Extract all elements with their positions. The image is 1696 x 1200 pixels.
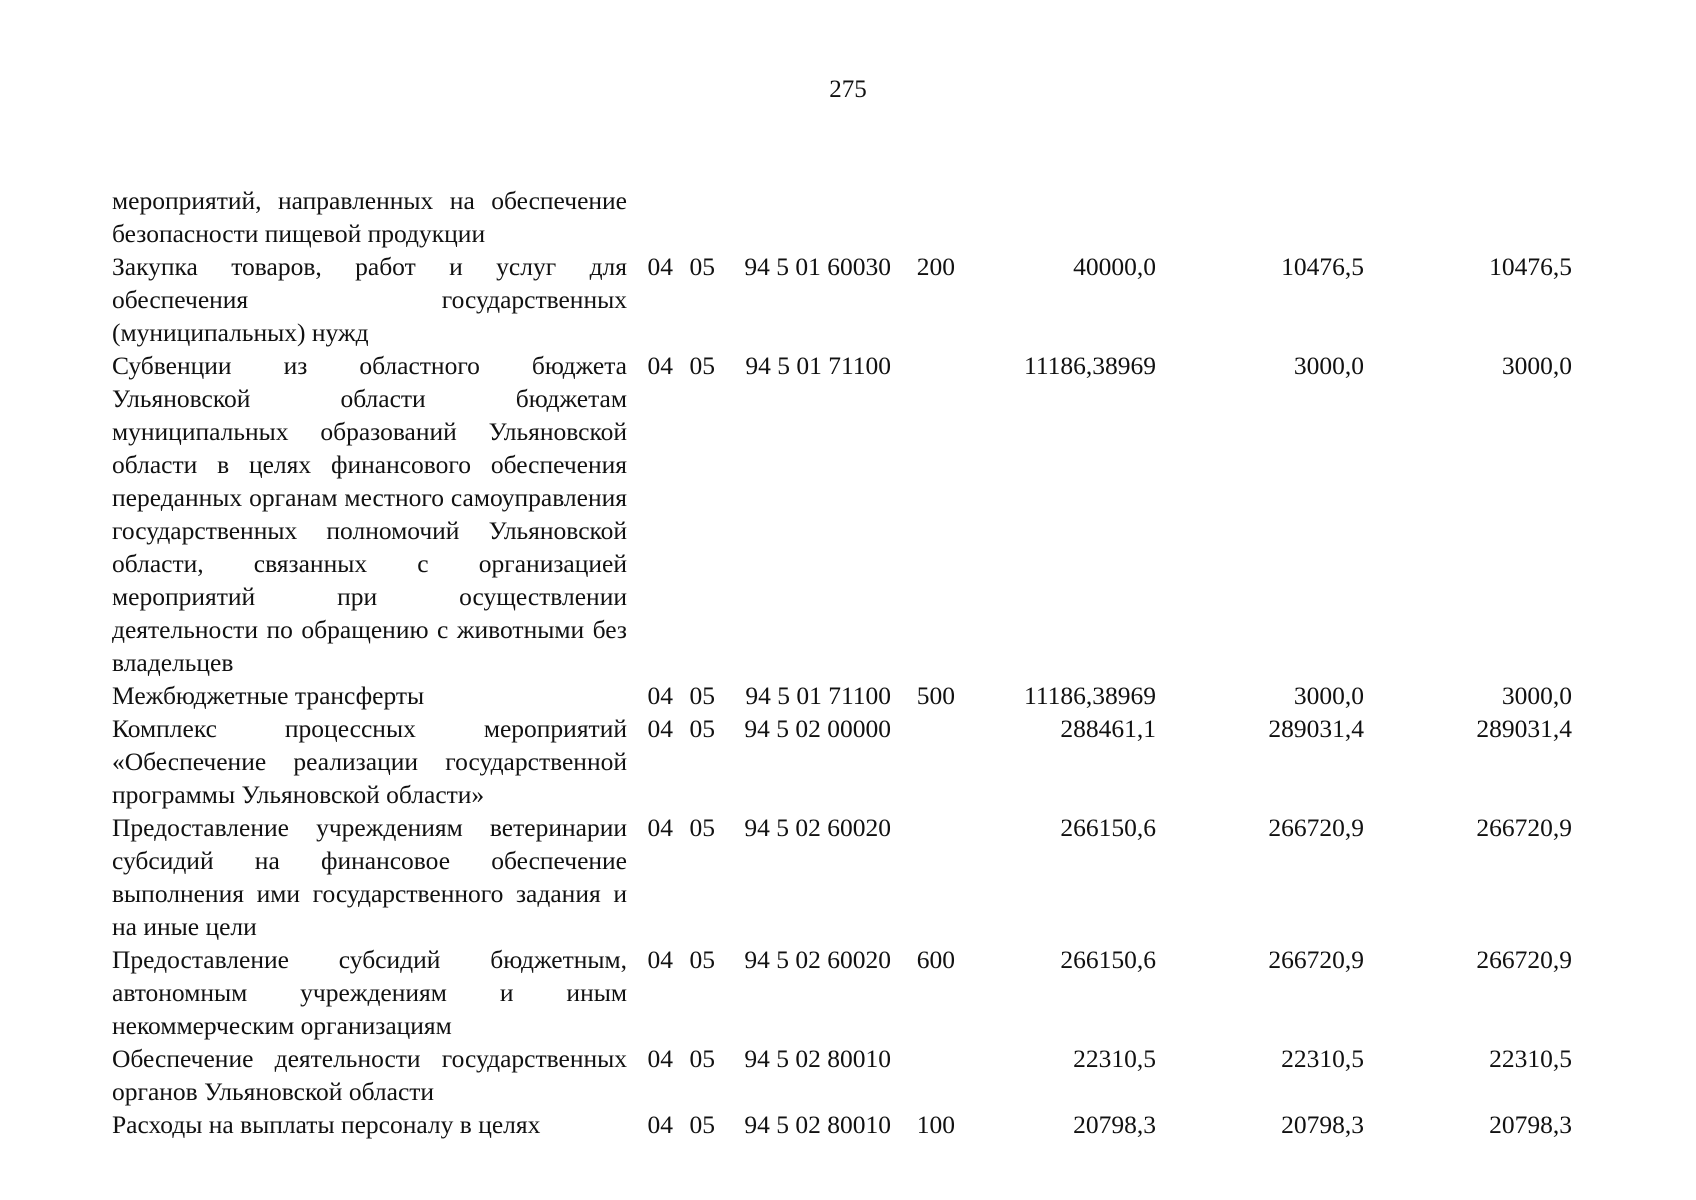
row-target-article: 94 5 02 60020 — [744, 813, 891, 842]
row-amount-1: 288461,1 — [1060, 714, 1156, 743]
row-subsection-code: 05 — [689, 945, 715, 974]
row-amount-1: 22310,5 — [1073, 1044, 1156, 1073]
table-row — [112, 1108, 1572, 1141]
row-description: Предоставление субсидий бюджетным, автономным учреждениям и иным некоммерческим организациям — [112, 945, 627, 1040]
row-expense-type: 200 — [916, 252, 955, 281]
row-amount-3: 3000,0 — [1501, 351, 1572, 380]
row-amount-3: 266720,9 — [1476, 813, 1572, 842]
row-section-code: 04 — [647, 681, 673, 710]
row-amount-1: 20798,3 — [1073, 1110, 1156, 1139]
row-amount-3: 10476,5 — [1489, 252, 1572, 281]
row-description: Расходы на выплаты персоналу в целях — [112, 1110, 541, 1139]
row-section-code: 04 — [647, 252, 673, 281]
row-amount-3: 266720,9 — [1476, 945, 1572, 974]
table-row — [112, 712, 1572, 811]
table-row — [112, 811, 1572, 943]
row-description: Обеспечение деятельности государственных органов Ульяновской области — [112, 1044, 627, 1106]
row-amount-1: 266150,6 — [1060, 813, 1156, 842]
row-amount-1: 11186,38969 — [1024, 681, 1156, 710]
row-target-article: 94 5 02 00000 — [744, 714, 891, 743]
row-target-article: 94 5 01 60030 — [744, 252, 891, 281]
row-amount-2: 266720,9 — [1268, 945, 1364, 974]
row-subsection-code: 05 — [689, 1110, 715, 1139]
row-section-code: 04 — [647, 351, 673, 380]
row-section-code: 04 — [647, 945, 673, 974]
row-subsection-code: 05 — [689, 813, 715, 842]
row-amount-3: 3000,0 — [1501, 681, 1572, 710]
row-description: Субвенции из областного бюджета Ульяновской области бюджетам муниципальных образований Ульяновской области в целях финансового обеспечения переданных органам местного самоуправления государственных полномочий Ульяновской области, связанных с организацией мероприятий при осуществлении деятельности по обращению с животными без владельцев — [112, 351, 627, 677]
table-row — [112, 250, 1572, 349]
row-amount-2: 20798,3 — [1281, 1110, 1364, 1139]
page-number: 275 — [829, 76, 867, 103]
row-subsection-code: 05 — [689, 351, 715, 380]
row-subsection-code: 05 — [689, 1044, 715, 1073]
row-amount-1: 266150,6 — [1060, 945, 1156, 974]
row-subsection-code: 05 — [689, 681, 715, 710]
row-amount-2: 3000,0 — [1293, 681, 1364, 710]
row-subsection-code: 05 — [689, 714, 715, 743]
table-row — [112, 1042, 1572, 1108]
row-description: Комплекс процессных мероприятий «Обеспечение реализации государственной программы Ульяновской области» — [112, 714, 627, 809]
row-target-article: 94 5 02 80010 — [744, 1044, 891, 1073]
row-amount-1: 11186,38969 — [1024, 351, 1156, 380]
table-row — [112, 184, 1572, 250]
row-expense-type: 500 — [916, 681, 955, 710]
table-row — [112, 349, 1572, 679]
row-amount-2: 289031,4 — [1268, 714, 1364, 743]
row-amount-2: 266720,9 — [1268, 813, 1364, 842]
row-amount-2: 22310,5 — [1281, 1044, 1364, 1073]
row-expense-type: 100 — [916, 1110, 955, 1139]
row-section-code: 04 — [647, 1044, 673, 1073]
row-target-article: 94 5 02 60020 — [744, 945, 891, 974]
row-section-code: 04 — [647, 714, 673, 743]
table-row — [112, 943, 1572, 1042]
row-target-article: 94 5 01 71100 — [745, 351, 891, 380]
row-target-article: 94 5 02 80010 — [744, 1110, 891, 1139]
row-expense-type: 600 — [916, 945, 955, 974]
table-row — [112, 679, 1572, 712]
row-section-code: 04 — [647, 813, 673, 842]
row-subsection-code: 05 — [689, 252, 715, 281]
row-description: Закупка товаров, работ и услуг для обеспечения государственных (муниципальных) нужд — [112, 252, 627, 347]
budget-table — [112, 184, 1572, 1141]
row-section-code: 04 — [647, 1110, 673, 1139]
row-amount-1: 40000,0 — [1073, 252, 1156, 281]
row-amount-3: 289031,4 — [1476, 714, 1572, 743]
row-target-article: 94 5 01 71100 — [745, 681, 891, 710]
row-amount-2: 10476,5 — [1281, 252, 1364, 281]
row-description: мероприятий, направленных на обеспечение безопасности пищевой продукции — [112, 186, 627, 248]
row-amount-3: 20798,3 — [1489, 1110, 1572, 1139]
row-description: Межбюджетные трансферты — [112, 681, 425, 710]
row-amount-3: 22310,5 — [1489, 1044, 1572, 1073]
row-description: Предоставление учреждениям ветеринарии субсидий на финансовое обеспечение выполнения ими государственного задания и на иные цели — [112, 813, 627, 941]
row-amount-2: 3000,0 — [1293, 351, 1364, 380]
